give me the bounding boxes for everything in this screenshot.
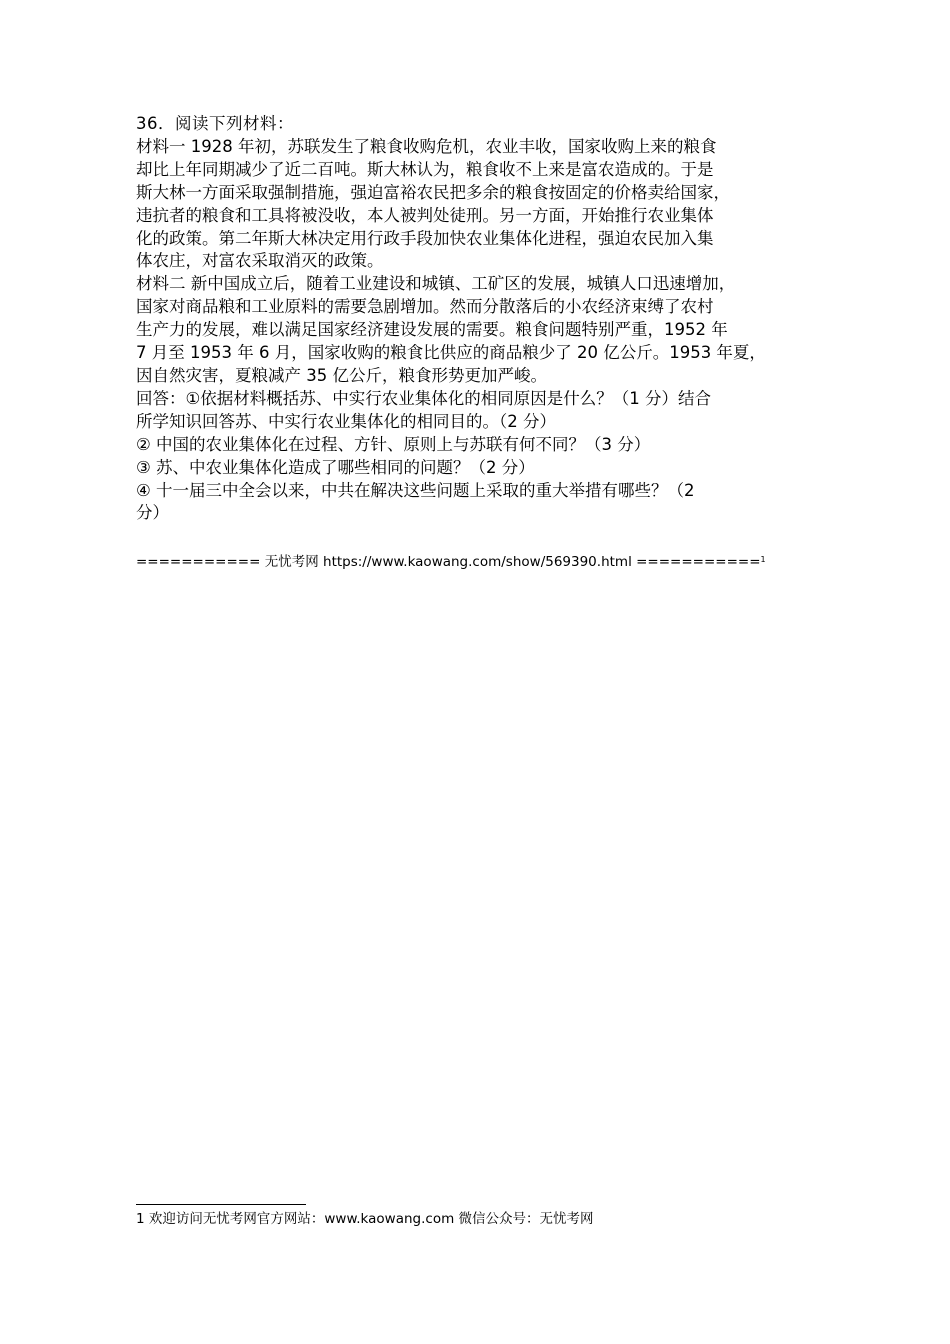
answer-line: 分） [136, 503, 169, 523]
question-title: 36．阅读下列材料： [136, 114, 294, 133]
material-two-line: 生产力的发展，难以满足国家经济建设发展的需要。粮食问题特别严重，1952 年 [136, 320, 728, 340]
source-separator-text: =========== 无忧考网 https://www.kaowang.com/show/569390.html =========== [136, 554, 761, 570]
answer-line: ② 中国的农业集体化在过程、方针、原则上与苏联有何不同？（3 分） [136, 434, 651, 454]
footnote-divider [136, 1204, 306, 1205]
material-one-line: 体农庄，对富农采取消灭的政策。 [136, 251, 384, 271]
source-separator [136, 553, 766, 571]
material-one-line: 违抗者的粮食和工具将被没收，本人被判处徒刑。另一方面，开始推行农业集体 [136, 205, 714, 225]
question-block [136, 113, 824, 525]
answer-line: 所学知识回答苏、中实行农业集体化的相同目的。（2 分） [136, 411, 556, 431]
material-one-line: 却比上年同期减少了近二百吨。斯大林认为，粮食收不上来是富农造成的。于是 [136, 159, 714, 179]
material-one-line: 材料一 1928 年初，苏联发生了粮食收购危机，农业丰收，国家收购上来的粮食 [136, 136, 717, 156]
material-two-line: 材料二 新中国成立后，随着工业建设和城镇、工矿区的发展，城镇人口迅速增加， [136, 274, 736, 294]
footnote-reference: 1 [760, 555, 766, 564]
answer-line: ③ 苏、中农业集体化造成了哪些相同的问题？（2 分） [136, 457, 535, 477]
material-two-line: 国家对商品粮和工业原料的需要急剧增加。然而分散落后的小农经济束缚了农村 [136, 297, 714, 317]
material-one-line: 斯大林一方面采取强制措施，强迫富裕农民把多余的粮食按固定的价格卖给国家， [136, 182, 730, 202]
answer-line: ④ 十一届三中全会以来，中共在解决这些问题上采取的重大举措有哪些？（2 [136, 480, 695, 500]
answer-section [136, 388, 824, 525]
answer-line: 回答：①依据材料概括苏、中实行农业集体化的相同原因是什么？（1 分）结合 [136, 388, 712, 408]
material-two-line: 因自然灾害，夏粮减产 35 亿公斤，粮食形势更加严峻。 [136, 365, 547, 385]
material-two-line: 7 月至 1953 年 6 月，国家收购的粮食比供应的商品粮少了 20 亿公斤。1953 年夏， [136, 343, 766, 363]
material-two [136, 273, 824, 388]
footnote: 1 欢迎访问无忧考网官方网站：www.kaowang.com 微信公众号：无忧考网 [136, 1211, 594, 1227]
material-one [136, 136, 824, 273]
material-one-line: 化的政策。第二年斯大林决定用行政手段加快农业集体化进程，强迫农民加入集 [136, 228, 714, 248]
